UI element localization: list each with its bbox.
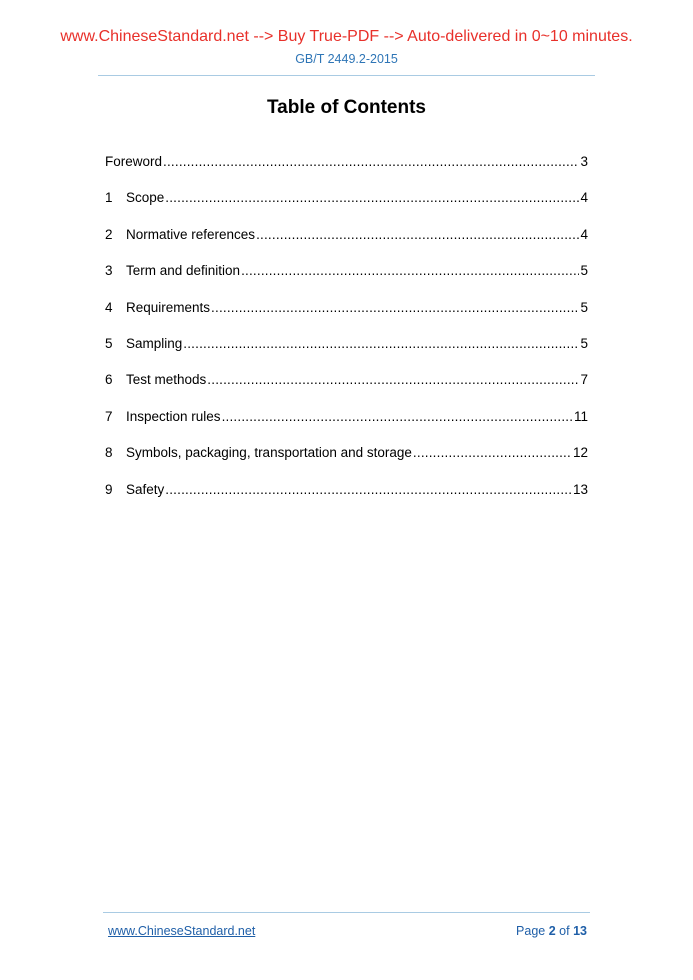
- toc-dot-leader: [165, 189, 579, 207]
- toc-entry-normative-references[interactable]: [105, 226, 588, 262]
- toc-dot-leader: [207, 371, 579, 389]
- toc-dot-leader: [163, 153, 579, 171]
- toc-entry-requirements[interactable]: [105, 299, 588, 335]
- toc-entry-page: 5: [580, 263, 588, 279]
- footer-divider: [103, 912, 590, 913]
- toc-entry-page: 4: [580, 226, 588, 242]
- promo-banner-link[interactable]: www.ChineseStandard.net --> Buy True-PDF --> Auto-delivered in 0~10 minutes.: [60, 28, 633, 45]
- toc-entry-title: Safety: [126, 481, 165, 497]
- toc-entry-title: Symbols, packaging, transportation and storage: [126, 445, 412, 461]
- toc-entry-title: Normative references: [126, 226, 256, 242]
- toc-list: [105, 153, 588, 517]
- toc-dot-leader: [241, 262, 579, 280]
- toc-entry-number: 3: [105, 263, 113, 279]
- toc-entry-title: Inspection rules: [126, 408, 221, 424]
- toc-dot-leader: [222, 408, 573, 426]
- toc-entry-number: 8: [105, 445, 113, 461]
- toc-entry-page: 5: [580, 335, 588, 351]
- toc-entry-page: 13: [572, 481, 588, 497]
- header-divider: [98, 75, 595, 76]
- toc-entry-title: Test methods: [126, 372, 207, 388]
- toc-title: Table of Contents: [266, 97, 427, 118]
- page-of: of: [559, 924, 570, 938]
- toc-entry-title: Sampling: [126, 335, 183, 351]
- toc-entry-term-and-definition[interactable]: [105, 262, 588, 298]
- page-current: 2: [548, 924, 556, 938]
- document-code: GB/T 2449.2-2015: [295, 52, 398, 66]
- toc-entry-page: 12: [572, 445, 588, 461]
- toc-entry-number: 9: [105, 481, 113, 497]
- toc-entry-symbols-packaging[interactable]: [105, 444, 588, 480]
- toc-dot-leader: [211, 299, 579, 317]
- toc-dot-leader: [165, 481, 572, 499]
- toc-entry-page: 11: [573, 408, 588, 424]
- toc-entry-sampling[interactable]: [105, 335, 588, 371]
- toc-entry-title: Requirements: [126, 299, 211, 315]
- toc-entry-page: 7: [580, 372, 588, 388]
- toc-entry-number: 4: [105, 299, 113, 315]
- toc-entry-number: 5: [105, 335, 113, 351]
- toc-dot-leader: [413, 444, 572, 462]
- toc-entry-number: 7: [105, 408, 113, 424]
- toc-entry-title: Term and definition: [126, 263, 241, 279]
- toc-entry-foreword[interactable]: [105, 153, 588, 189]
- footer-site-link[interactable]: www.ChineseStandard.net: [108, 924, 256, 938]
- toc-entry-title: Foreword: [105, 154, 163, 169]
- toc-entry-page: 4: [580, 190, 588, 206]
- toc-dot-leader: [183, 335, 579, 353]
- toc-entry-safety[interactable]: [105, 481, 588, 517]
- toc-entry-scope[interactable]: [105, 189, 588, 225]
- toc-entry-number: 1: [105, 190, 113, 206]
- toc-entry-inspection-rules[interactable]: [105, 408, 588, 444]
- toc-entry-page: 3: [580, 154, 588, 169]
- page-prefix: Page: [516, 924, 546, 938]
- toc-entry-number: 6: [105, 372, 113, 388]
- toc-entry-test-methods[interactable]: [105, 371, 588, 407]
- toc-entry-title: Scope: [126, 190, 165, 206]
- page-total: 13: [573, 924, 587, 938]
- footer-page-number: [516, 923, 587, 939]
- toc-dot-leader: [256, 226, 579, 244]
- toc-entry-page: 5: [580, 299, 588, 315]
- toc-entry-number: 2: [105, 226, 113, 242]
